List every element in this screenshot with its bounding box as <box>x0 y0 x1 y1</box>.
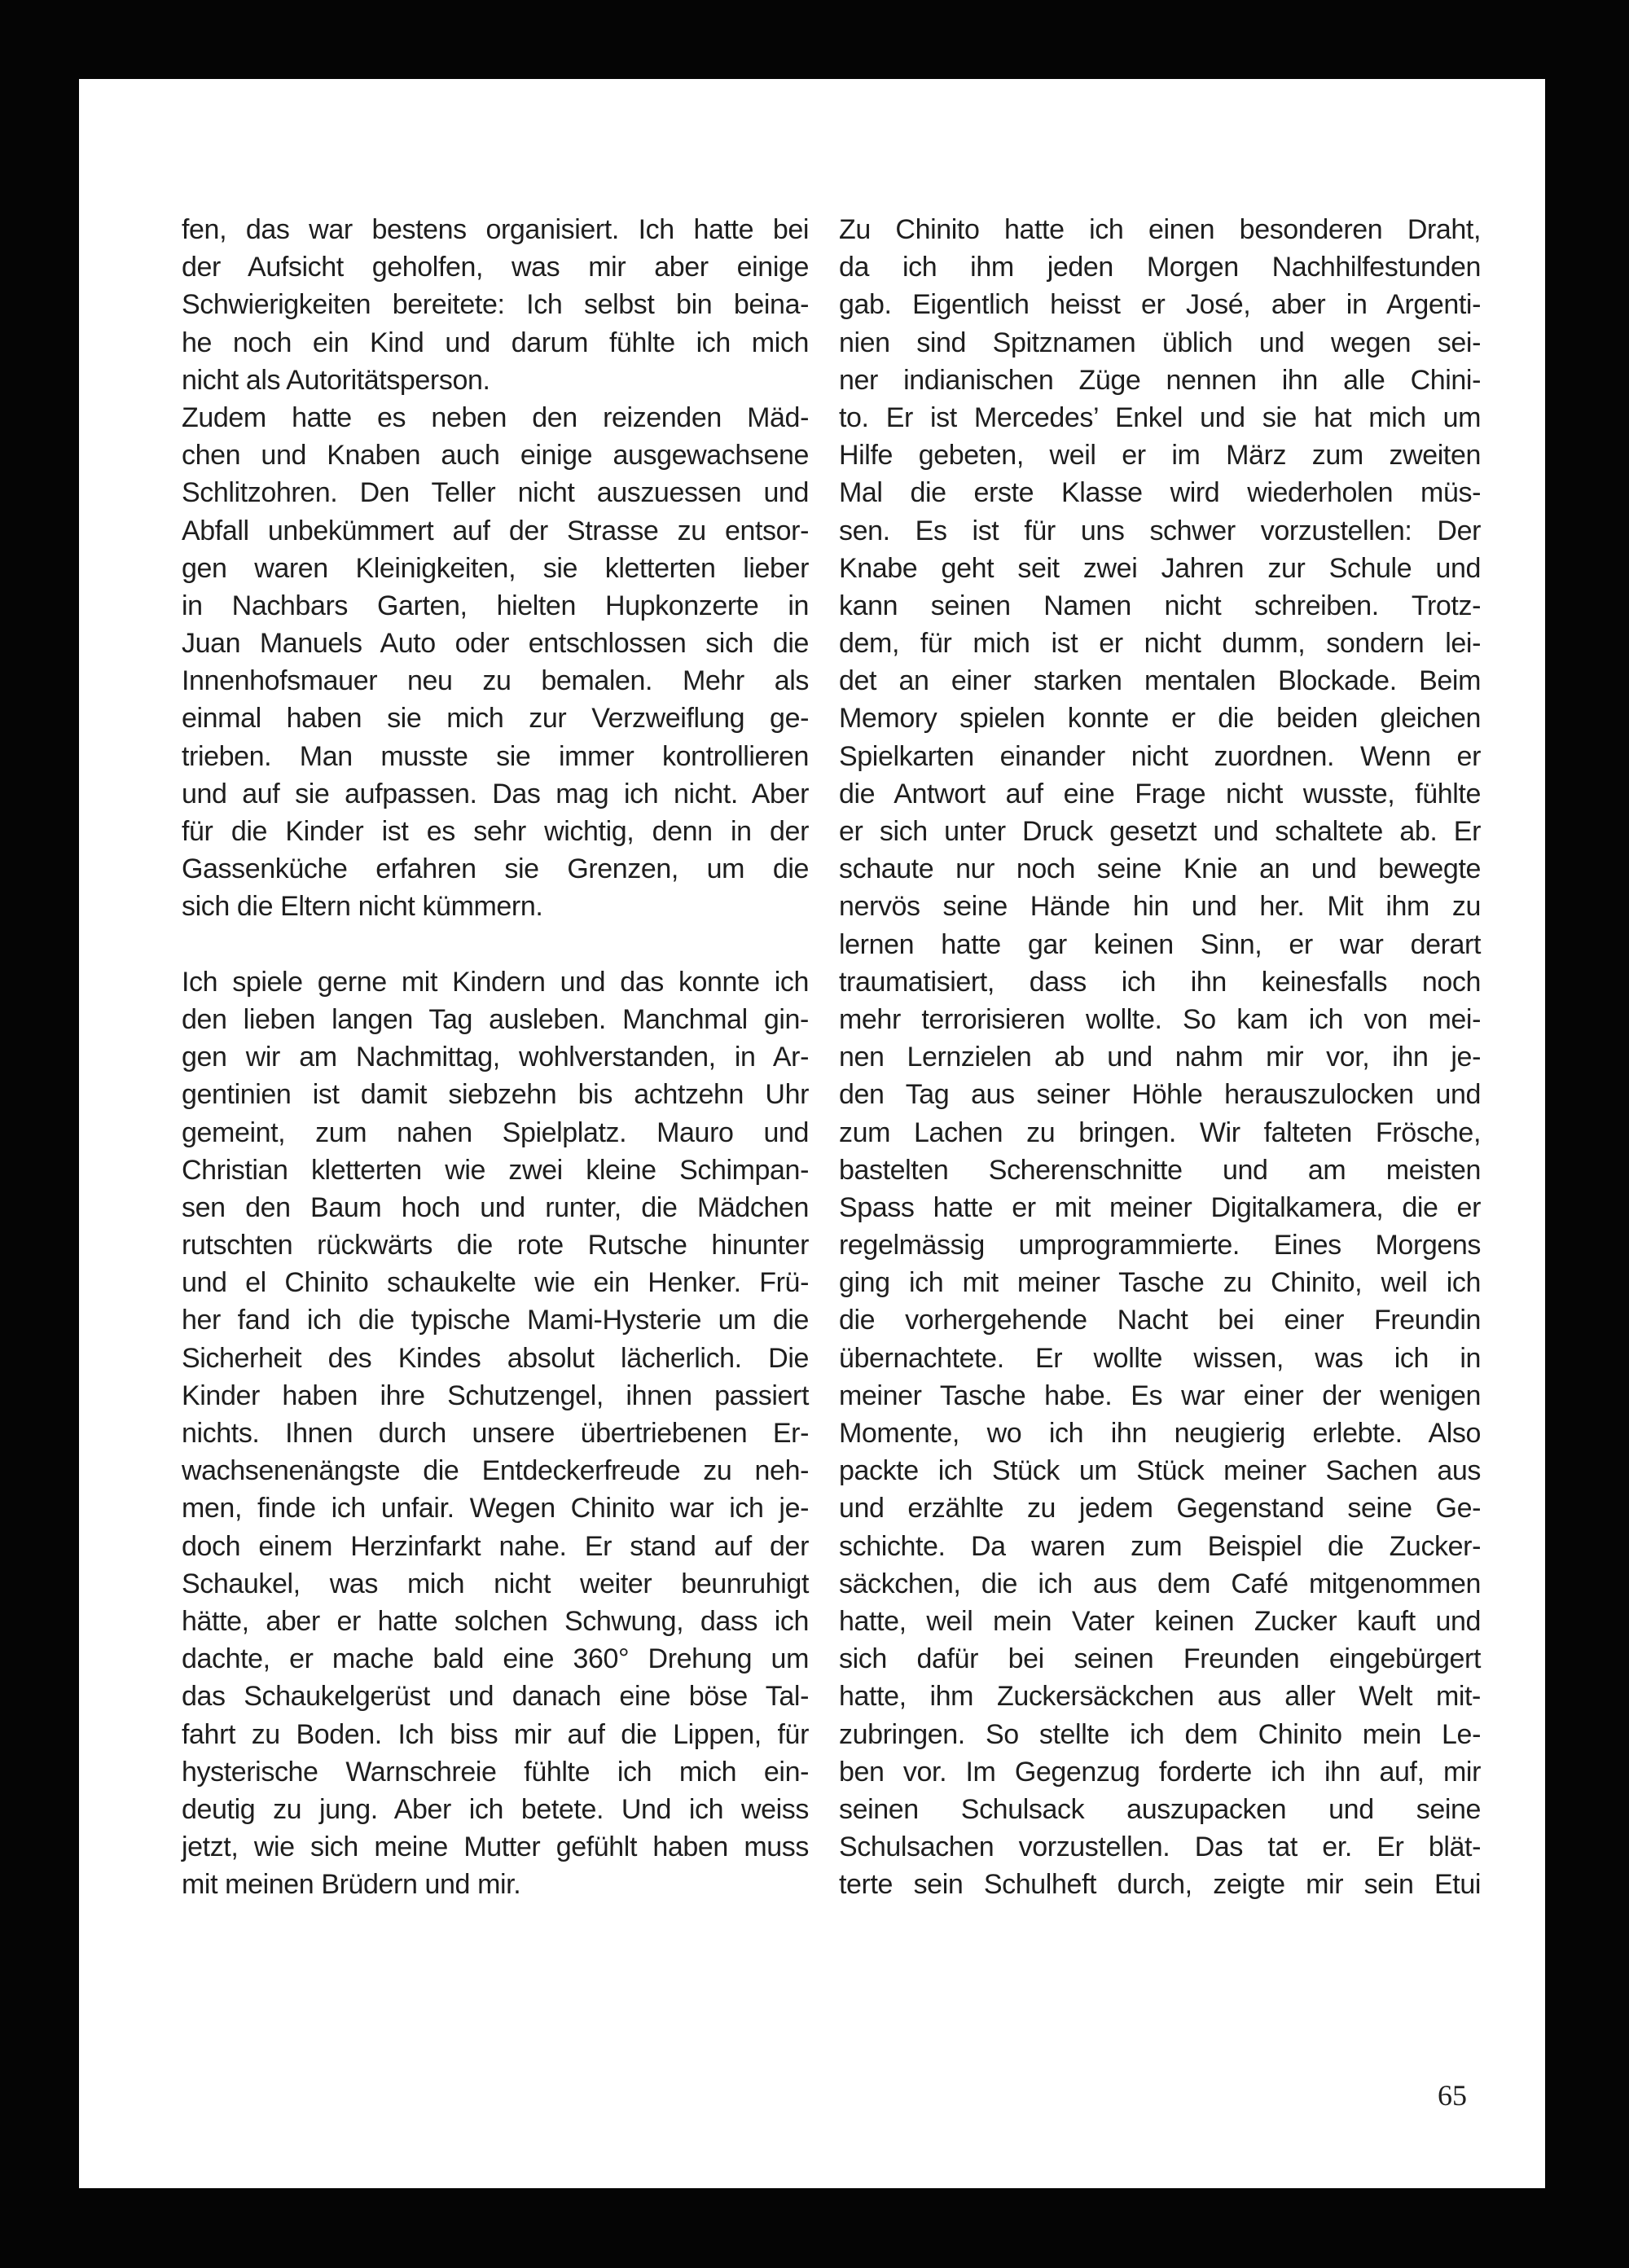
text-line: in Nachbars Garten, hielten Hupkonzerte in <box>182 590 809 621</box>
text-line: Spielkarten einander nicht zuordnen. Wenn er <box>839 740 1481 772</box>
text-line: hatte, weil mein Vater keinen Zucker kauft und <box>839 1605 1481 1637</box>
text-line: traumatisiert, dass ich ihn keinesfalls noch <box>839 966 1481 998</box>
text-line: dem, für mich ist er nicht dumm, sondern lei- <box>839 628 1481 660</box>
text-line: meiner Tasche habe. Es war einer der wenigen <box>839 1380 1481 1411</box>
text-line: Schwierigkeiten bereitete: Ich selbst bin beina- <box>182 289 809 321</box>
text-line: sen. Es ist für uns schwer vorzustellen: Der <box>839 515 1481 546</box>
text-line: zubringen. So stellte ich dem Chinito mein Le- <box>839 1718 1481 1750</box>
text-line: hätte, aber er hatte solchen Schwung, dass ich <box>182 1605 809 1637</box>
text-line: ben vor. Im Gegenzug forderte ich ihn auf, mir <box>839 1756 1481 1788</box>
text-line: zum Lachen zu bringen. Wir falteten Frösche, <box>839 1116 1481 1148</box>
text-line: Christian kletterten wie zwei kleine Schimpan- <box>182 1154 809 1186</box>
text-line: regelmässig umprogrammierte. Eines Morgens <box>839 1230 1481 1261</box>
text-line: lernen hatte gar keinen Sinn, er war derart <box>839 928 1481 960</box>
text-line: hysterische Warnschreie fühlte ich mich ein- <box>182 1756 809 1788</box>
text-line: mehr terrorisieren wollte. So kam ich von mei- <box>839 1003 1481 1035</box>
text-line: sich dafür bei seinen Freunden eingebürgert <box>839 1643 1481 1675</box>
text-line: gen waren Kleinigkeiten, sie kletterten lieber <box>182 552 809 584</box>
text-line: Schlitzohren. Den Teller nicht auszuessen und <box>182 477 809 509</box>
text-line: Innenhofsmauer neu zu bemalen. Mehr als <box>182 665 809 697</box>
text-line: gab. Eigentlich heisst er José, aber in Argenti- <box>839 289 1481 321</box>
text-line: Sicherheit des Kindes absolut lächerlich. Die <box>182 1342 809 1374</box>
text-line: Spass hatte er mit meiner Digitalkamera, die er <box>839 1191 1481 1223</box>
text-line: Abfall unbekümmert auf der Strasse zu entsor- <box>182 515 809 546</box>
text-line: deutig zu jung. Aber ich betete. Und ich weiss <box>182 1793 809 1825</box>
text-line: nichts. Ihnen durch unsere übertriebenen Er- <box>182 1418 809 1449</box>
page-number: 65 <box>1438 2079 1467 2112</box>
text-line: Zudem hatte es neben den reizenden Mäd- <box>182 401 809 433</box>
text-line: Juan Manuels Auto oder entschlossen sich die <box>182 628 809 660</box>
text-line: chen und Knaben auch einige ausgewachsene <box>182 440 809 472</box>
paragraph-gap <box>182 926 809 963</box>
text-line: Zu Chinito hatte ich einen besonderen Draht, <box>839 214 1481 245</box>
text-line: nen Lernzielen ab und nahm mir vor, ihn je- <box>839 1042 1481 1073</box>
text-line: doch einem Herzinfarkt nahe. Er stand auf der <box>182 1530 809 1562</box>
text-line: ner indianischen Züge nennen ihn alle Chini- <box>839 364 1481 396</box>
text-line: seinen Schulsack auszupacken und seine <box>839 1793 1481 1825</box>
text-line: jetzt, wie sich meine Mutter gefühlt haben muss <box>182 1832 809 1863</box>
book-page <box>79 79 1545 2188</box>
text-line: die Antwort auf eine Frage nicht wusste, fühlte <box>839 778 1481 809</box>
text-line: rutschten rückwärts die rote Rutsche hinunter <box>182 1230 809 1261</box>
paragraph <box>182 399 809 926</box>
text-line: Momente, wo ich ihn neugierig erlebte. Also <box>839 1418 1481 1449</box>
text-line: sich die Eltern nicht kümmern. <box>182 891 543 923</box>
text-line: gentinien ist damit siebzehn bis achtzehn Uhr <box>182 1079 809 1111</box>
text-line: und erzählte zu jedem Gegenstand seine Ge- <box>839 1493 1481 1524</box>
text-line: terte sein Schulheft durch, zeigte mir sein Etui <box>839 1869 1481 1901</box>
text-line: Mal die erste Klasse wird wiederholen müs- <box>839 477 1481 509</box>
text-line: ging ich mit meiner Tasche zu Chinito, weil ich <box>839 1267 1481 1299</box>
text-line: Gassenküche erfahren sie Grenzen, um die <box>182 853 809 885</box>
text-line: dachte, er mache bald eine 360° Drehung um <box>182 1643 809 1675</box>
text-line: sen den Baum hoch und runter, die Mädchen <box>182 1191 809 1223</box>
text-line: he noch ein Kind und darum fühlte ich mich <box>182 327 809 358</box>
text-line: Ich spiele gerne mit Kindern und das konnte ich <box>182 966 809 998</box>
text-line: Hilfe gebeten, weil er im März zum zweiten <box>839 440 1481 472</box>
text-line: das Schaukelgerüst und danach eine böse Tal- <box>182 1681 809 1713</box>
text-line: mit meinen Brüdern und mir. <box>182 1869 521 1901</box>
text-line: fen, das war bestens organisiert. Ich hatte bei <box>182 214 809 245</box>
text-line: übernachtete. Er wollte wissen, was ich in <box>839 1342 1481 1374</box>
text-line: nien sind Spitznamen üblich und wegen sei- <box>839 327 1481 358</box>
text-line: schaute nur noch seine Knie an und bewegte <box>839 853 1481 885</box>
text-line: men, finde ich unfair. Wegen Chinito war ich je- <box>182 1493 809 1524</box>
text-line: den lieben langen Tag ausleben. Manchmal gin- <box>182 1003 809 1035</box>
text-line: einmal haben sie mich zur Verzweiflung ge- <box>182 703 809 735</box>
text-line: und auf sie aufpassen. Das mag ich nicht. Aber <box>182 778 809 809</box>
paragraph <box>839 211 1481 1903</box>
text-line: Schaukel, was mich nicht weiter beunruhigt <box>182 1568 809 1599</box>
left-text-column <box>182 211 809 1903</box>
text-line: fahrt zu Boden. Ich biss mir auf die Lippen, für <box>182 1718 809 1750</box>
text-line: her fand ich die typische Mami-Hysterie um die <box>182 1305 809 1336</box>
text-line: säckchen, die ich aus dem Café mitgenommen <box>839 1568 1481 1599</box>
text-line: er sich unter Druck gesetzt und schaltete ab. Er <box>839 816 1481 847</box>
text-line: da ich ihm jeden Morgen Nachhilfestunden <box>839 252 1481 283</box>
text-line: wachsenenängste die Entdeckerfreude zu neh- <box>182 1455 809 1487</box>
text-line: bastelten Scherenschnitte und am meisten <box>839 1154 1481 1186</box>
text-line: gemeint, zum nahen Spielplatz. Mauro und <box>182 1116 809 1148</box>
text-line: schichte. Da waren zum Beispiel die Zucker- <box>839 1530 1481 1562</box>
text-line: Schulsachen vorzustellen. Das tat er. Er blät- <box>839 1832 1481 1863</box>
text-line: nicht als Autoritätsperson. <box>182 364 490 396</box>
text-line: to. Er ist Mercedes’ Enkel und sie hat mich um <box>839 401 1481 433</box>
text-line: kann seinen Namen nicht schreiben. Trotz- <box>839 590 1481 621</box>
text-line: für die Kinder ist es sehr wichtig, denn in der <box>182 816 809 847</box>
text-line: trieben. Man musste sie immer kontrollieren <box>182 740 809 772</box>
text-line: der Aufsicht geholfen, was mir aber einige <box>182 252 809 283</box>
text-line: und el Chinito schaukelte wie ein Henker. Frü- <box>182 1267 809 1299</box>
text-line: gen wir am Nachmittag, wohlverstanden, in Ar- <box>182 1042 809 1073</box>
text-line: det an einer starken mentalen Blockade. Beim <box>839 665 1481 697</box>
text-line: packte ich Stück um Stück meiner Sachen aus <box>839 1455 1481 1487</box>
text-line: die vorhergehende Nacht bei einer Freundin <box>839 1305 1481 1336</box>
text-line: Memory spielen konnte er die beiden gleichen <box>839 703 1481 735</box>
text-line: nervös seine Hände hin und her. Mit ihm zu <box>839 891 1481 923</box>
text-line: Kinder haben ihre Schutzengel, ihnen passiert <box>182 1380 809 1411</box>
paragraph <box>182 963 809 1904</box>
text-line: den Tag aus seiner Höhle herauszulocken und <box>839 1079 1481 1111</box>
text-line: hatte, ihm Zuckersäckchen aus aller Welt mit- <box>839 1681 1481 1713</box>
text-line: Knabe geht seit zwei Jahren zur Schule und <box>839 552 1481 584</box>
right-text-column <box>839 211 1481 1903</box>
paragraph <box>182 211 809 399</box>
